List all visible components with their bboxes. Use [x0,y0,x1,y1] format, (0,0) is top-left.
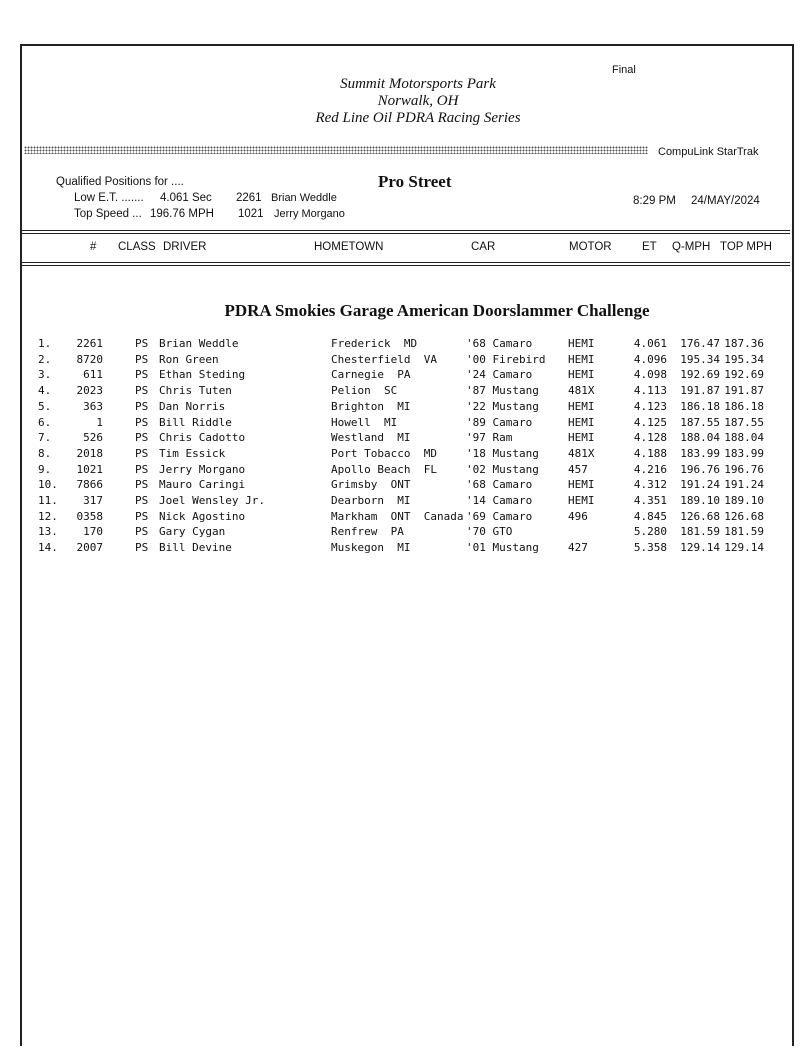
row-number: 1 [96,415,103,429]
row-qmph: 188.04 [680,431,720,445]
row-class: PS [135,368,149,382]
row-et: 4.128 [633,431,667,445]
row-position: 13. [38,525,58,539]
row-class: PS [135,494,149,507]
row-et: 4.113 [633,384,667,398]
row-number: 2261 [76,337,103,350]
row-car: '02 Mustang [466,462,539,476]
row-hometown: Renfrew PA [331,525,404,539]
table-row [0,368,800,384]
row-et: 4.312 [633,478,667,492]
row-number: 7866 [76,478,103,492]
col-header-class: CLASS [118,241,156,253]
row-class: PS [135,478,149,492]
table-row [0,463,800,479]
row-driver: Ethan Steding [159,368,246,382]
report-time: 8:29 PM [633,195,676,207]
row-position: 3. [38,368,52,382]
row-class: PS [135,525,149,539]
col-header-motor: MOTOR [569,241,612,253]
class-title: Pro Street [378,172,452,191]
row-position: 10. [38,478,58,492]
row-hometown: Apollo Beach FL [331,462,437,476]
row-topmph: 181.59 [724,525,764,539]
row-et: 4.123 [633,399,667,413]
row-topmph: 129.14 [724,541,764,555]
row-et: 4.096 [633,352,667,366]
col-header-hometown: HOMETOWN [314,241,384,253]
row-class: PS [135,384,149,398]
row-et: 4.061 [633,337,667,350]
row-topmph: 187.36 [724,337,764,350]
row-hometown: Carnegie PA [331,368,411,382]
row-car: '18 Mustang [466,446,539,460]
row-position: 5. [38,399,52,413]
row-number: 611 [83,368,103,382]
table-row [0,400,800,416]
row-position: 2. [38,352,52,366]
row-motor: HEMI [568,494,595,507]
row-driver: Brian Weddle [159,337,239,350]
top-speed-driver: Jerry Morgano [274,208,345,220]
row-class: PS [135,431,149,445]
row-position: 7. [38,431,52,445]
series-name: Red Line Oil PDRA Racing Series [315,110,521,126]
table-row [0,431,800,447]
row-qmph: 186.18 [680,399,720,413]
row-qmph: 191.87 [680,384,720,398]
venue-name: Summit Motorsports Park [340,76,496,92]
row-driver: Ron Green [159,352,219,366]
row-et: 4.098 [633,368,667,382]
row-qmph: 181.59 [680,525,720,539]
event-title: PDRA Smokies Garage American Doorslammer Challenge [224,301,650,320]
row-motor: HEMI [568,352,595,366]
venue-city: Norwalk, OH [377,93,459,109]
row-car: '68 Camaro [466,337,533,350]
col-header-topmph: TOP MPH [720,241,772,253]
row-number: 170 [83,525,103,539]
row-car: '70 GTO [466,525,513,539]
header-rule-top [22,230,790,231]
row-qmph: 176.47 [680,337,720,350]
row-hometown: Howell MI [331,415,398,429]
table-row [0,510,800,526]
row-car: '00 Firebird [466,352,546,366]
low-et-number: 2261 [236,192,262,204]
row-position: 8. [38,446,52,460]
col-header-number: # [90,241,97,253]
row-qmph: 191.24 [680,478,720,492]
row-motor: HEMI [568,337,595,350]
row-car: '01 Mustang [466,541,539,555]
row-driver: Chris Tuten [159,384,232,398]
status-label: Final [612,64,636,76]
row-driver: Bill Devine [159,541,232,555]
row-hometown: Pelion SC [331,384,398,398]
row-class: PS [135,337,149,350]
row-number: 8720 [76,352,103,366]
row-hometown: Markham ONT Canada [331,509,464,523]
row-topmph: 191.24 [724,478,764,492]
row-car: '14 Camaro [466,494,533,507]
row-qmph: 189.10 [680,494,720,507]
row-class: PS [135,509,149,523]
row-hometown: Dearborn MI [331,494,411,507]
row-hometown: Frederick MD [331,337,418,350]
row-car: '68 Camaro [466,478,533,492]
row-topmph: 186.18 [724,399,764,413]
row-driver: Nick Agostino [159,509,246,523]
row-driver: Bill Riddle [159,415,232,429]
row-topmph: 187.55 [724,415,764,429]
row-et: 5.280 [633,525,667,539]
row-position: 1. [38,337,52,350]
row-class: PS [135,415,149,429]
row-motor: HEMI [568,431,595,445]
row-motor: 457 [568,462,588,476]
row-driver: Jerry Morgano [159,462,246,476]
table-row [0,384,800,400]
row-hometown: Muskegon MI [331,541,411,555]
row-motor: HEMI [568,368,595,382]
table-row [0,416,800,432]
table-row [0,478,800,494]
top-speed-label: Top Speed ... [74,208,142,220]
row-et: 4.845 [633,509,667,523]
col-header-driver: DRIVER [163,241,207,253]
row-position: 9. [38,462,52,476]
row-et: 4.125 [633,415,667,429]
low-et-driver: Brian Weddle [271,192,337,204]
row-driver: Joel Wensley Jr. [159,494,265,507]
row-hometown: Chesterfield VA [331,352,437,366]
low-et-label: Low E.T. ....... [74,192,144,204]
row-motor: 481X [568,384,595,398]
row-motor: 496 [568,509,588,523]
row-motor: HEMI [568,399,595,413]
row-driver: Mauro Caringi [159,478,246,492]
row-qmph: 129.14 [680,541,720,555]
col-header-qmph: Q-MPH [672,241,711,253]
table-row [0,525,800,541]
software-label: CompuLink StarTrak [658,146,759,158]
row-number: 2023 [76,384,103,398]
row-topmph: 195.34 [724,352,764,366]
row-driver: Dan Norris [159,399,226,413]
row-qmph: 187.55 [680,415,720,429]
row-driver: Tim Essick [159,446,226,460]
row-hometown: Brighton MI [331,399,411,413]
row-car: '24 Camaro [466,368,533,382]
row-number: 1021 [76,462,103,476]
row-class: PS [135,541,149,555]
row-et: 5.358 [633,541,667,555]
row-qmph: 192.69 [680,368,720,382]
table-row [0,353,800,369]
qualified-title: Qualified Positions for .... [56,176,184,188]
row-number: 2007 [76,541,103,555]
dotted-separator [24,146,648,154]
row-motor: 481X [568,446,595,460]
row-hometown: Grimsby ONT [331,478,411,492]
row-topmph: 191.87 [724,384,764,398]
table-row [0,337,800,353]
row-qmph: 126.68 [680,509,720,523]
row-topmph: 196.76 [724,462,764,476]
row-position: 12. [38,509,58,523]
row-car: '69 Camaro [466,509,533,523]
row-motor: 427 [568,541,588,555]
row-topmph: 183.99 [724,446,764,460]
row-motor: HEMI [568,415,595,429]
row-class: PS [135,352,149,366]
row-position: 11. [38,494,58,507]
col-header-car: CAR [471,241,496,253]
col-header-et: ET [642,241,657,253]
row-car: '87 Mustang [466,384,539,398]
row-topmph: 188.04 [724,431,764,445]
header-rule-bottom [22,262,790,263]
table-row [0,447,800,463]
top-speed-number: 1021 [238,208,264,220]
row-et: 4.188 [633,446,667,460]
row-car: '97 Ram [466,431,513,445]
row-topmph: 189.10 [724,494,764,507]
row-number: 317 [83,494,103,507]
low-et-value: 4.061 Sec [160,192,212,204]
row-qmph: 183.99 [680,446,720,460]
row-topmph: 126.68 [724,509,764,523]
row-car: '22 Mustang [466,399,539,413]
report-date: 24/MAY/2024 [691,195,760,207]
row-position: 14. [38,541,58,555]
row-number: 363 [83,399,103,413]
row-qmph: 195.34 [680,352,720,366]
row-number: 0358 [76,509,103,523]
row-class: PS [135,462,149,476]
row-number: 2018 [76,446,103,460]
row-et: 4.351 [633,494,667,507]
row-driver: Chris Cadotto [159,431,246,445]
row-et: 4.216 [633,462,667,476]
row-driver: Gary Cygan [159,525,226,539]
row-hometown: Westland MI [331,431,411,445]
top-speed-value: 196.76 MPH [150,208,214,220]
row-car: '89 Camaro [466,415,533,429]
row-class: PS [135,446,149,460]
row-topmph: 192.69 [724,368,764,382]
row-number: 526 [83,431,103,445]
table-row [0,541,800,557]
table-row [0,494,800,510]
row-hometown: Port Tobacco MD [331,446,437,460]
row-position: 6. [38,415,52,429]
row-qmph: 196.76 [680,462,720,476]
row-class: PS [135,399,149,413]
row-position: 4. [38,384,52,398]
header-rule-top-2 [22,233,790,234]
row-motor: HEMI [568,478,595,492]
header-rule-bottom-2 [22,265,790,266]
